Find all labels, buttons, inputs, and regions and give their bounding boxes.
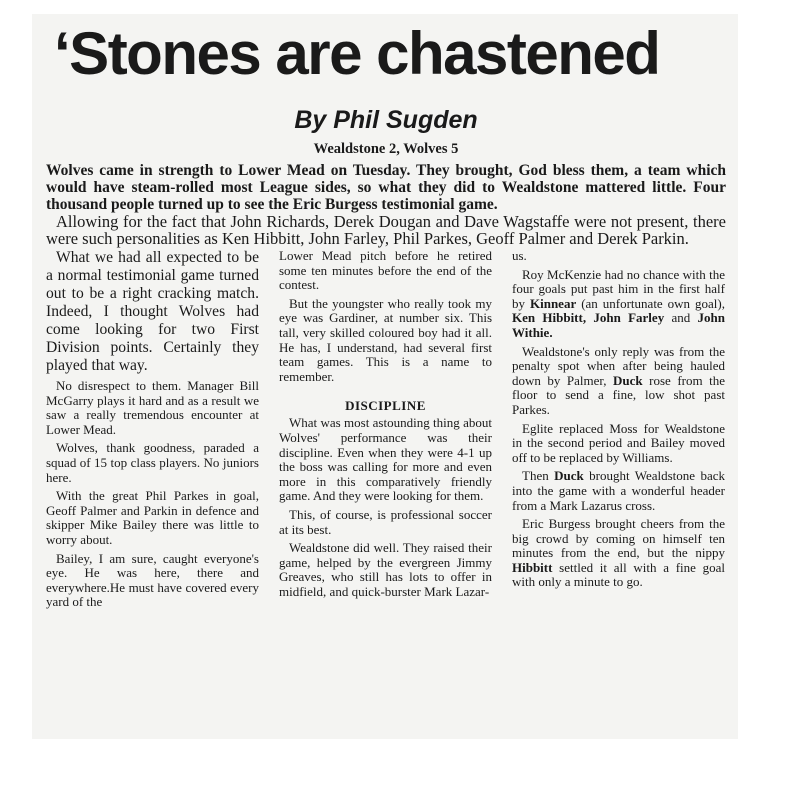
byline: By Phil Sugden <box>294 106 478 134</box>
match-score: Wealdstone 2, Wolves 5 <box>313 141 459 157</box>
intro-paragraph: Wolves came in strength to Lower Mead on Tuesday. They brought, God bless them, a team which would have steam-rolled most League sides, so what they did to Wealdstone mattered little. Four thousand people turned up to see the Eric Burgess testimonial game. <box>46 162 726 213</box>
text-run: settled it all with a fine goal with only a minute to go. <box>512 559 725 590</box>
text-run: brought Wealdstone back into the game with a wonderful header from a Mark Lazarus cross. <box>512 468 725 513</box>
column-3 <box>512 249 725 614</box>
paragraph: With the great Phil Parkes in goal, Geoff Palmer and Parkin in defence and skipper Mike Bailey there was little to worry about. <box>46 488 259 547</box>
paragraph: Wolves, thank goodness, paraded a squad of 15 top class players. No juniors here. <box>46 440 259 485</box>
player-name: Kinnear <box>529 295 577 311</box>
text-run: (an unfortunate own goal), <box>576 295 726 311</box>
paragraph: Wealdstone did well. They raised their game, helped by the evergreen Jimmy Greaves, who still has lots to offer in midfield, and quick-burster Mark Lazar- <box>279 540 492 599</box>
player-name: Duck <box>613 372 643 388</box>
newspaper-clipping <box>32 14 738 739</box>
text-run: Wealdstone's only reply was from the penalty spot when after being hauled down by Palmer, <box>512 343 725 388</box>
player-name: Duck <box>554 468 584 484</box>
player-name: John Withie. <box>512 310 725 340</box>
player-name: Ken Hibbitt, John Farley <box>512 310 665 326</box>
paragraph: No disrespect to them. Manager Bill McGarry plays it hard and as a result we saw a really tremendous encounter at Lower Mead. <box>46 378 259 437</box>
column-1 <box>46 249 259 614</box>
paragraph: But the youngster who really took my eye was Gardiner, at number six. This tall, very skilled coloured boy had it all. He has, I understand, had several first team games. This is a name to remember. <box>279 295 492 384</box>
column-2 <box>279 249 492 614</box>
paragraph: Eglite replaced Moss for Wealdstone in the second period and Bailey moved off to be replaced by Williams. <box>512 420 725 465</box>
paragraph <box>512 469 725 513</box>
paragraph <box>512 517 725 590</box>
text-run: rose from the floor to send a fine, low shot past Parkes. <box>512 372 725 417</box>
headline: ‘Stones are chastened <box>54 20 660 87</box>
paragraph: What was most astounding thing about Wolves' performance was their discipline. Even when they were 4-1 up the boss was calling for more and even more in this comparatively friendly game. And they were looking for them. <box>279 415 492 504</box>
text-run: Then <box>522 468 555 484</box>
paragraph <box>512 268 725 341</box>
text-run: Roy McKenzie had no chance with the four goals put past him in the first half by <box>512 266 725 311</box>
paragraph: us. <box>512 248 527 263</box>
text-run: Eric Burgess brought cheers from the big crowd by coming on himself ten minutes from the end, but the nippy <box>512 516 725 561</box>
player-name: Hibbitt <box>512 559 553 575</box>
section-subhead: DISCIPLINE <box>345 398 426 414</box>
paragraph: Lower Mead pitch before he retired some ten minutes before the end of the contest. <box>279 248 492 293</box>
paragraph: What we had all expected to be a normal testimonial game turned out to be a right cracking match. Indeed, I thought Wolves had come looking for two First Division points. Certainly they played that way. <box>46 249 259 374</box>
paragraph: Bailey, I am sure, caught everyone's eye. He was here, there and everywhere.He must have covered every yard of the <box>46 550 259 610</box>
text-run: and <box>664 310 698 326</box>
lead-paragraph: Allowing for the fact that John Richards, Derek Dougan and Dave Wagstaffe were not present, there were such personalities as Ken Hibbitt, John Farley, Phil Parkes, Geoff Palmer and Derek Parkin. <box>46 212 726 248</box>
paragraph: This, of course, is professional soccer at its best. <box>279 506 492 537</box>
article-columns <box>46 249 726 614</box>
paragraph <box>512 345 725 418</box>
